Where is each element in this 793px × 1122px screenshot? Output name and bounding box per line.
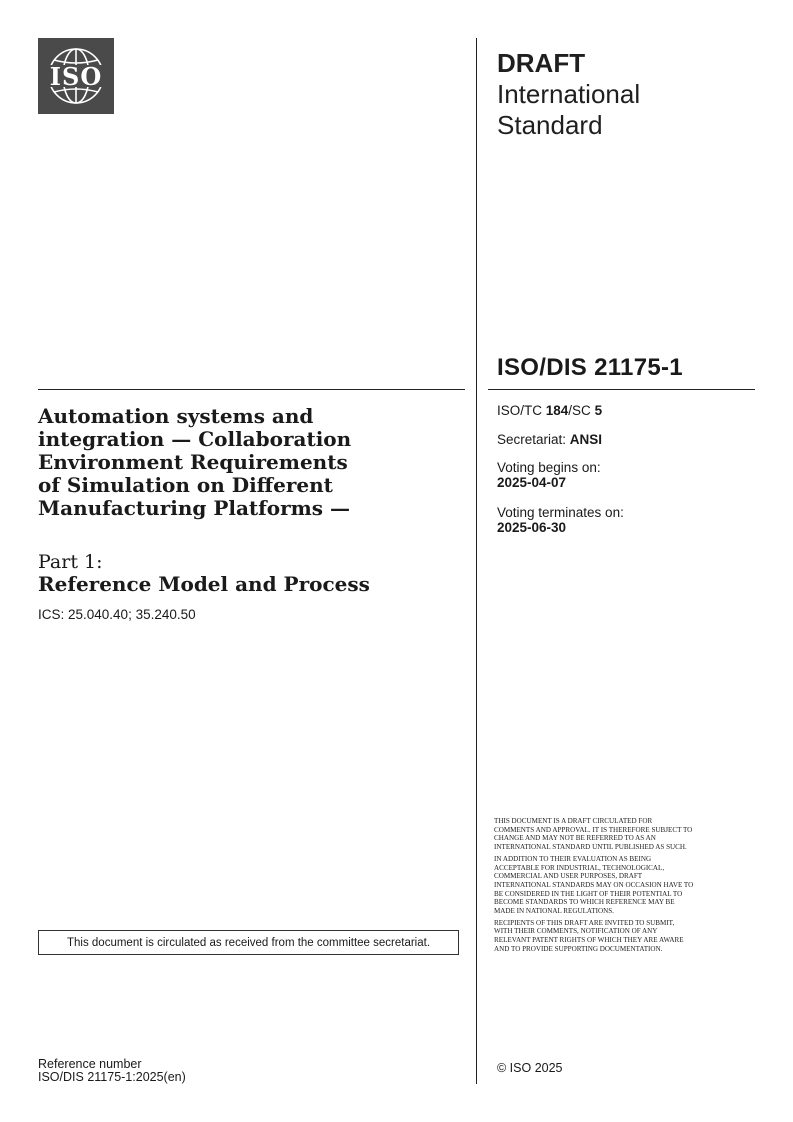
reference-label: Reference number <box>38 1057 142 1071</box>
circulation-note: This document is circulated as received from the committee secretariat. <box>66 936 431 949</box>
sc-prefix: /SC <box>568 403 595 418</box>
iso-logo <box>38 38 114 114</box>
title-rule-left <box>38 389 465 390</box>
voting-terminates-date-value: 2025-06-30 <box>497 520 567 535</box>
circulation-note-box <box>38 930 459 955</box>
vertical-divider <box>476 38 477 1084</box>
technical-committee <box>497 403 602 418</box>
secretariat-value: ANSI <box>569 432 603 447</box>
notice-paragraph-1: THIS DOCUMENT IS A DRAFT CIRCULATED FOR COMMENTS AND APPROVAL. IT IS THEREFORE SUBJECT TO CHANGE AND MAY NOT BE REFERRED TO AS AN INTERNATIONAL STANDARD UNTIL PUBLISHED AS SUCH. <box>494 817 693 852</box>
svg-text:ISO: ISO <box>49 62 103 91</box>
ics-codes: ICS: 25.040.40; 35.240.50 <box>38 607 196 622</box>
voting-begins-date-value: 2025-04-07 <box>497 475 567 490</box>
document-number: ISO/DIS 21175-1 <box>497 354 683 381</box>
stage-line-standard: Standard <box>497 110 603 140</box>
part-label: Part 1: <box>38 551 103 573</box>
tc-prefix: ISO/TC <box>497 403 546 418</box>
notice-paragraph-2: IN ADDITION TO THEIR EVALUATION AS BEING ACCEPTABLE FOR INDUSTRIAL, TECHNOLOGICAL, COMMERCIAL AND USER PURPOSES, DRAFT INTERNATIONAL STANDARDS MAY ON OCCASION HAVE TO BE CONSIDERED IN THE LIGHT OF THEIR POTENTIAL TO BECOME STANDARDS TO WHICH REFERENCE MAY BE MADE IN NATIONAL REGULATIONS. <box>494 854 694 916</box>
reference-value: ISO/DIS 21175-1:2025(en) <box>38 1070 186 1084</box>
tc-number: 184 <box>545 403 569 418</box>
stage-line-international: International <box>497 79 641 109</box>
secretariat <box>497 432 602 447</box>
copyright: © ISO 2025 <box>497 1061 563 1075</box>
secretariat-label: Secretariat: <box>497 432 570 447</box>
sc-number: 5 <box>594 403 603 418</box>
part-title: Reference Model and Process <box>38 572 370 596</box>
voting-begins-date <box>497 475 601 490</box>
voting-terminates-label: Voting terminates on: <box>497 505 624 520</box>
document-stage-heading <box>497 48 757 141</box>
title-rule-right <box>488 389 755 390</box>
main-title: Automation systems and integration — Collaboration Environment Requirements of Simulation on Different Manufacturing Platforms — <box>38 404 352 520</box>
voting-terminates-date <box>497 520 624 535</box>
iso-globe-icon <box>38 38 114 114</box>
stage-line-draft: DRAFT <box>497 48 586 78</box>
draft-notice <box>494 817 694 957</box>
notice-paragraph-3: RECIPIENTS OF THIS DRAFT ARE INVITED TO SUBMIT, WITH THEIR COMMENTS, NOTIFICATION OF ANY RELEVANT PATENT RIGHTS OF WHICH THEY ARE AWARE AND TO PROVIDE SUPPORTING DOCUMENTATION. <box>494 918 684 953</box>
reference-number-block <box>38 1058 186 1084</box>
voting-begins <box>497 460 601 490</box>
voting-begins-label: Voting begins on: <box>497 460 601 475</box>
voting-terminates <box>497 505 624 535</box>
